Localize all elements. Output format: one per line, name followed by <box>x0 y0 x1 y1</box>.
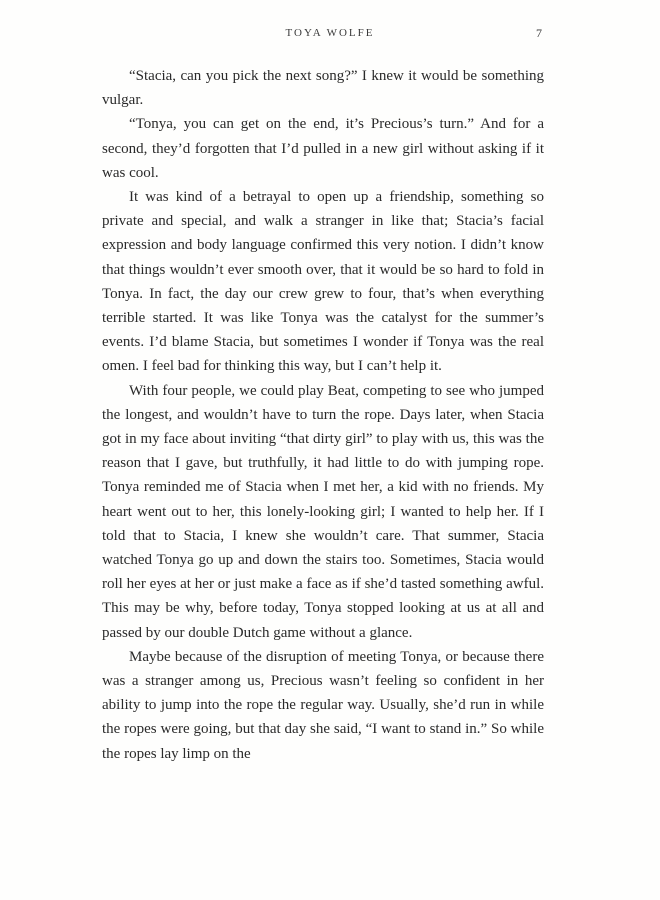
paragraph: With four people, we could play Beat, competing to see who jumped the longest, and wouldn’t have to turn the rope. Days later, when Stacia got in my face about inviting “that dirty girl” to play with us, this was the reason that I gave, but truthfully, it had little to do with jumping rope. Tonya reminded me of Stacia when I met her, a kid with no friends. My heart went out to her, this lonely-looking girl; I wanted to help her. If I told that to Stacia, I knew she wouldn’t care. That summer, Stacia watched Tonya go up and down the stairs too. Sometimes, Stacia would roll her eyes at her or just make a face as if she’d tasted something awful. This may be why, before today, Tonya stopped looking at us at all and passed by our double Dutch game without a glance. <box>102 382 544 641</box>
paragraph: Maybe because of the disruption of meeting Tonya, or because there was a stranger among us, Precious wasn’t feeling so confident in her ability to jump into the rope the regular way. Usually, she’d run in while the ropes were going, but that day she said, “I want to stand in.” So while the ropes lay limp on the <box>102 648 544 762</box>
page-number: 7 <box>536 26 542 40</box>
running-head-title: TOYA WOLFE <box>285 27 375 39</box>
paragraph: “Stacia, can you pick the next song?” I knew it would be something vulgar. <box>102 68 544 109</box>
body-text <box>102 64 544 766</box>
paragraph: It was kind of a betrayal to open up a friendship, something so private and special, and walk a stranger in like that; Stacia’s facial expression and body language confirmed this very notion. I didn’t know that things wouldn’t ever smooth over, that it would be so hard to fold in Tonya. In fact, the day our crew grew to four, that’s when everything terrible started. It was like Tonya was the catalyst for the summer’s events. I’d blame Stacia, but sometimes I wonder if Tonya was the real omen. I feel bad for thinking this way, but I can’t help it. <box>102 189 544 375</box>
paragraph: “Tonya, you can get on the end, it’s Precious’s turn.” And for a second, they’d forgotten that I’d pulled in a new girl without asking if it was cool. <box>102 116 544 181</box>
